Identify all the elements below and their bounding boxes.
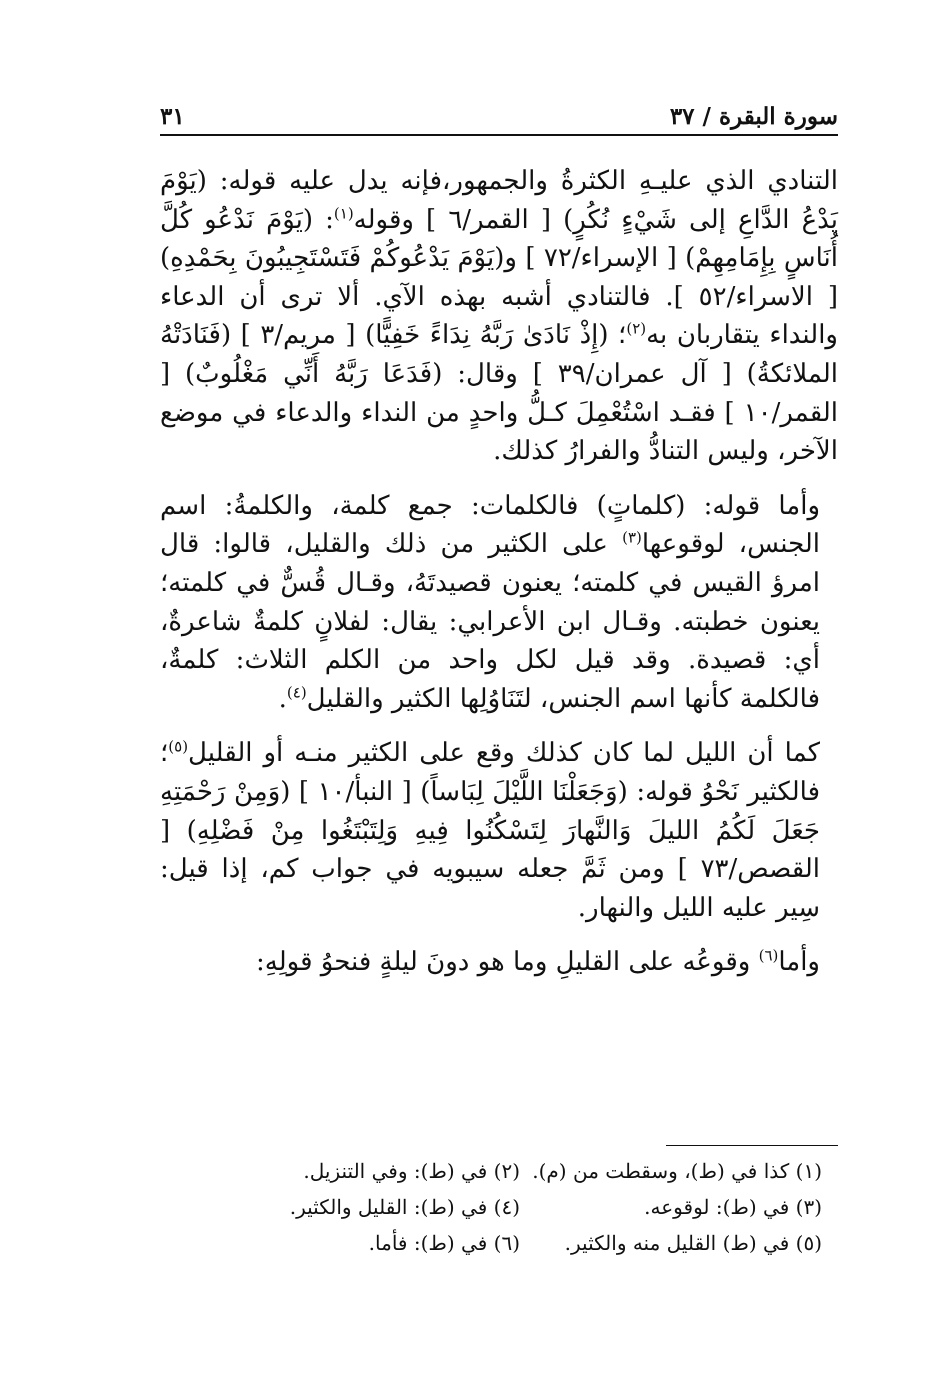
header-rule <box>160 134 838 136</box>
footnote-marker: (٥) <box>168 737 189 756</box>
footnote-1: (١) كذا في (ط)، وسقطت من (م). <box>532 1159 822 1183</box>
footnote-marker: (٢) <box>626 319 647 338</box>
page-header <box>160 90 838 130</box>
footnote-4: (٤) في (ط): القليل والكثير. <box>289 1195 520 1219</box>
footnote-row <box>218 1225 822 1261</box>
footnote-3: (٣) في (ط): لوقوعه. <box>644 1195 822 1219</box>
footnote-row <box>218 1153 822 1189</box>
footnote-separator <box>666 1145 838 1146</box>
paragraph-1: التنادي الذي عليـهِ الكثرةُ والجمهور،فإنه يدل عليه قوله: (يَوْمَ يَدْعُ الدَّاعِ إلى شَيْءٍ نُكُرٍ) [ القمر/٦ ] وقوله$^{(١)}$: (يَوْمَ نَدْعُو كُلَّ أُنَاسٍ بِإِمَامِهِمْ) [ الإسراء/٧٢ ] و(يَوْمَ يَدْعُوكُمْ فَتَسْتَجِيبُونَ بِحَمْدِهِ) [ الاسراء/٥٢ ]. فالتنادي أشبه بهذه الآي. ألا ترى أن الدعاء والنداء يتقاربان به$^{(٢)}$؛ (إِذْ نَادَىٰ رَبَّهُ نِدَاءً خَفِيًّا) [ مريم/٣ ] (فَنَادَتْهُ الملائكةُ) [ آل عمران/٣٩ ] وقال: (فَدَعَا رَبَّهُ أَنِّي مَغْلُوبٌ) [ القمر/١٠ ] فقـد اسْتُعْمِلَ كـلُّ واحدٍ من النداء والدعاء في موضع الآخر، وليس التنادُّ والفرارُ كذلك. <box>160 166 839 467</box>
footnote-marker: (١) <box>333 203 354 222</box>
paragraph-4: وأما$^{(٦)}$ وقوعُه على القليلِ وما هو دونَ ليلةٍ فنحوُ قولِهِ: <box>256 946 820 978</box>
footnote-6: (٦) في (ط): فأما. <box>368 1231 520 1255</box>
footnote-marker: (٤) <box>286 683 307 702</box>
footnote-marker: (٣) <box>622 528 642 547</box>
footnote-5: (٥) في (ط) القليل منه والكثير. <box>564 1231 822 1255</box>
page-number: ٣١ <box>160 103 185 130</box>
paragraph-2: وأما قوله: (كلماتٍ) فالكلمات: جمع كلمة، والكلمةُ: اسم الجنس، لوقوعها$^{(٣)}$ على الكثير من ذلك والقليل، قالوا: قال امرؤ القيس في كلمته؛ يعنون قصيدتَهُ، وقـال قُسٌّ في كلمته؛ يعنون خطبته. وقـال ابن الأعرابي: يقال: لفلانٍ كلمةٌ شاعرةٌ، أي: قصيدة. وقد قيل لكل واحد من الكلم الثلاث: كلمةٌ، فالكلمة كأنها اسم الجنس، لتَنَاوُلِها الكثير والقليل$^{(٤)}$. <box>160 490 820 714</box>
footnotes <box>218 1153 822 1261</box>
footnote-marker: (٦) <box>758 946 779 965</box>
footnote-2: (٢) في (ط): وفي التنزيل. <box>303 1159 520 1183</box>
paragraph-3: كما أن الليل لما كان كذلك وقع على الكثير منـه أو القليل$^{(٥)}$؛ فالكثير نَحْوُ قوله: (وَجَعَلْنَا اللَّيْلَ لِبَاساً) [ النبأ/١٠ ] (وَمِنْ رَحْمَتِهِ جَعَلَ لَكُمُ الليلَ وَالنَّهارَ لِتَسْكُنُوا فِيهِ وَلِتَبْتَغُوا مِنْ فَضْلِهِ) [ القصص/٧٣ ] ومن ثَمَّ جعله سيبويه في جواب كم، إذا قيل: سِير عليه الليل والنهار. <box>160 737 820 923</box>
footnote-row <box>218 1189 822 1225</box>
main-text <box>160 162 838 982</box>
surah-title: سورة البقرة / ٣٧ <box>669 103 838 130</box>
